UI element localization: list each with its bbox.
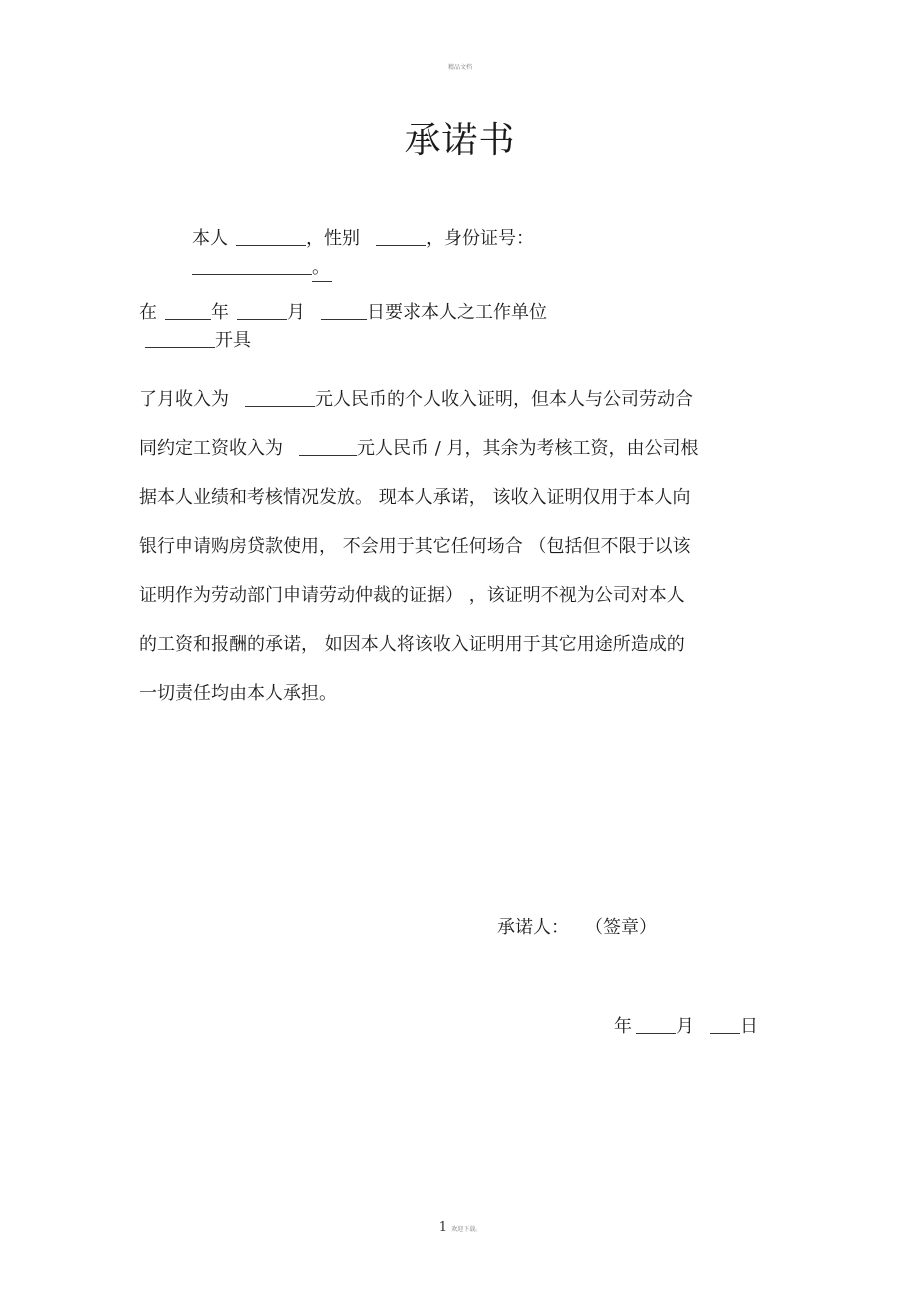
paragraph-line bbox=[139, 375, 779, 424]
paragraph-line: 据本人业绩和考核情况发放。 现本人承诺， 该收入证明仅用于本人向 bbox=[139, 487, 691, 508]
day-request-text: 日要求本人之工作单位 bbox=[367, 302, 547, 323]
paragraph-line: 银行申请购房贷款使用， 不会用于其它任何场合 （包括但不限于以该 bbox=[139, 536, 691, 557]
id-number-line bbox=[192, 255, 332, 282]
income-blank bbox=[245, 388, 315, 407]
id-number-blank bbox=[192, 256, 312, 275]
seal-label: （签章） bbox=[585, 917, 657, 938]
date-request-line bbox=[139, 300, 547, 326]
sign-day-label: 日 bbox=[740, 1016, 758, 1037]
sign-month-blank bbox=[636, 1015, 676, 1034]
paragraph-text: 元人民币 / 月，其余为考核工资，由公司根 bbox=[357, 438, 699, 459]
signatory-label: 承诺人： bbox=[497, 917, 569, 938]
employer-blank bbox=[145, 329, 215, 348]
income-label: 了月收入为 bbox=[139, 389, 229, 410]
paragraph-line: 证明作为劳动部门申请劳动仲裁的证据） ，该证明不视为公司对本人 bbox=[139, 585, 685, 606]
salary-blank bbox=[299, 437, 357, 456]
name-label: 本人 bbox=[192, 228, 228, 249]
paragraph-line bbox=[139, 424, 779, 473]
sign-month-label: 月 bbox=[676, 1016, 694, 1037]
page-footer bbox=[0, 1220, 920, 1235]
issue-text: 开具 bbox=[215, 330, 251, 351]
document-title: 承诺书 bbox=[404, 120, 516, 161]
page-number: 1 bbox=[438, 1220, 448, 1235]
commitment-paragraph bbox=[139, 375, 779, 718]
month-label: 月 bbox=[287, 302, 305, 323]
footer-dot: 。 bbox=[475, 1226, 482, 1233]
page-header: 精品文档 bbox=[447, 64, 472, 71]
gender-label: ，性别 bbox=[306, 228, 360, 249]
signature-line bbox=[497, 915, 657, 941]
paragraph-line: 的工资和报酬的承诺， 如因本人将该收入证明用于其它用途所造成的 bbox=[139, 634, 685, 655]
sign-date-line bbox=[614, 1014, 758, 1040]
sign-year-label: 年 bbox=[614, 1016, 632, 1037]
id-end-mark: 。 bbox=[312, 255, 332, 282]
year-blank bbox=[165, 301, 211, 320]
id-label: ，身份证号： bbox=[426, 228, 534, 249]
sign-day-blank bbox=[710, 1015, 740, 1034]
paragraph-line: 一切责任均由本人承担。 bbox=[139, 683, 337, 704]
issue-line bbox=[145, 328, 251, 354]
personal-info-line bbox=[192, 226, 534, 252]
year-label: 年 bbox=[211, 302, 229, 323]
paragraph-text: 元人民币的个人收入证明，但本人与公司劳动合 bbox=[315, 389, 693, 410]
day-blank bbox=[321, 301, 367, 320]
date-prefix: 在 bbox=[139, 302, 157, 323]
footer-text: 欢迎下载 bbox=[451, 1226, 476, 1233]
name-blank bbox=[236, 227, 306, 246]
salary-label: 同约定工资收入为 bbox=[139, 438, 283, 459]
gender-blank bbox=[376, 227, 426, 246]
month-blank bbox=[237, 301, 287, 320]
